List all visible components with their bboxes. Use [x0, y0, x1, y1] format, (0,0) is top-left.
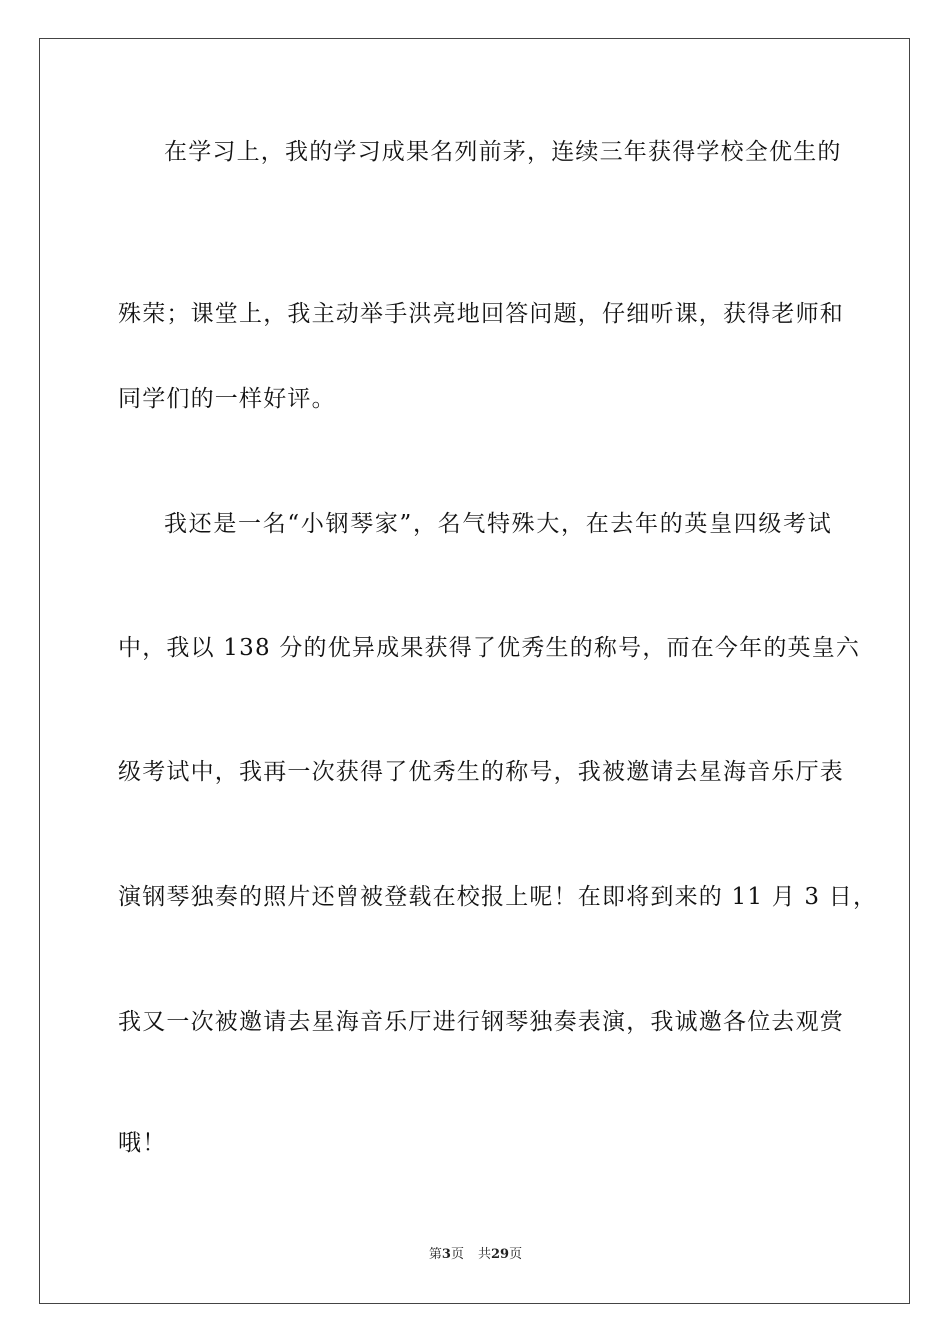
paragraph-1-line-1: 在学习上，我的学习成果名列前茅，连续三年获得学校全优生的 — [164, 139, 842, 165]
paragraph-2-line-2: 中，我以 138 分的优异成果获得了优秀生的称号，而在今年的英皇六 — [118, 635, 861, 661]
total-pages: 29 — [490, 1247, 510, 1262]
page-suffix: 页 — [450, 1247, 464, 1262]
page-frame — [39, 38, 910, 1304]
paragraph-1-line-3: 同学们的一样好评。 — [118, 386, 336, 412]
page-number: 3 — [441, 1247, 451, 1262]
paragraph-2-line-1: 我还是一名“小钢琴家”，名气特殊大，在去年的英皇四级考试 — [164, 511, 832, 537]
paragraph-2-line-4: 演钢琴独奏的照片还曾被登载在校报上呢！在即将到来的 11 月 3 日， — [118, 884, 878, 910]
paragraph-2-line-6: 哦！ — [118, 1130, 167, 1156]
paragraph-2-line-5: 我又一次被邀请去星海音乐厅进行钢琴独奏表演，我诚邀各位去观赏 — [118, 1009, 844, 1035]
paragraph-1-line-2: 殊荣；课堂上，我主动举手洪亮地回答问题，仔细听课，获得老师和 — [118, 301, 844, 327]
total-prefix: 共 — [477, 1247, 491, 1262]
page-prefix: 第 — [428, 1247, 442, 1262]
paragraph-2-line-3: 级考试中，我再一次获得了优秀生的称号，我被邀请去星海音乐厅表 — [118, 759, 844, 785]
total-suffix: 页 — [509, 1247, 523, 1262]
page-footer — [40, 1247, 911, 1263]
